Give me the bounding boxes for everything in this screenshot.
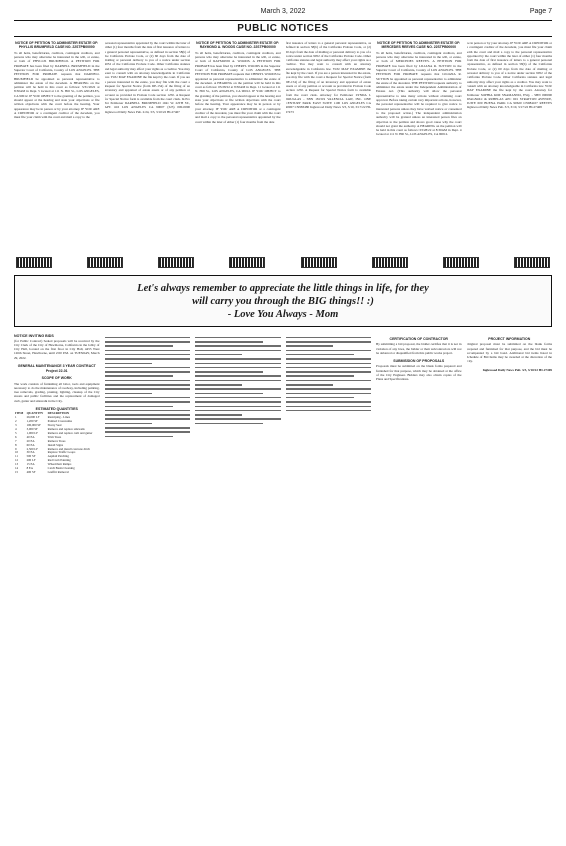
table-cell: 1,000 LF (26, 430, 38, 435)
column-5 (376, 334, 462, 840)
project-title: GENERAL MAINTENANCE 3 YEAR CONTRACT Project 22-01 (17, 364, 96, 373)
submission-title: SUBMISSION OF PROPOSALS (393, 359, 445, 364)
publication-signoff: Inglewood Daily News Pub. 3/3, 3/10/22 HI-27469 (482, 367, 552, 372)
notice-body: To all heirs, beneficiaries, creditors, contingent creditors, and persons who may otherwise be interested in the will, or estate, or both of RAYMOND A. WOODS. A PETITION FOR PROBATE has been filed by CHERYL WOODS in the Superior Court of California, County of LOS ANGELES. THE PETITION FOR PROBATE requests that CHERYL WOODS be appointed as personal representative to administer the estate of the decedent. A HEARING on the petition will be held in this court as follows: 03/28/22 at 8:30AM in Dept. 11 located at 111 N. Hill St., LOS ANGELES, CA 90012. IF YOU OBJECT to the granting of the petition, you should appear at the hearing and state your objections or file written objections with the court before the hearing. Your appearance may be in person or by your attorney. IF YOU ARE A CREDITOR or a contingent creditor of the decedent, you must file your claim with the court and mail a copy to the personal representative appointed by the court within the later of either (1) four months from the date (195, 50, 281, 124)
table-cell: 100,000 SF (26, 423, 41, 428)
table-cell: 3 (15, 423, 17, 428)
barcode-icon (158, 257, 194, 268)
table-cell: Replace Traffic Loops (47, 450, 76, 455)
barcode-icon (301, 257, 337, 268)
table-cell: 200 LF (26, 458, 36, 463)
column-2 (105, 334, 191, 840)
table-cell: 8 EA (26, 466, 34, 471)
column-3 (195, 41, 281, 253)
banner-line: will carry you through the BIG things!! :) (192, 295, 374, 307)
schedule-title: ESTIMATED QUANTITIES (35, 407, 78, 412)
table-cell: 400 SF (26, 469, 36, 474)
notice-body: To all heirs, beneficiaries, creditors, contingent creditors, and persons who may otherwise be interested in the will, or estate, or both of PHYLLIS BRUMFIELD. A PETITION FOR PROBATE has been filed by DARNELL BRUMFIELD in the Superior Court of California, County of LOS ANGELES. THE PETITION FOR PROBATE requests that DARNELL BRUMFIELD be appointed as personal representative to administer the estate of the decedent. A HEARING on the petition will be held in this court as follows: 3/31/2022 at 8:30AM in Dept. 5 located at 111 N. Hill St., LOS ANGELES, CA 90012. IF YOU OBJECT to the granting of the petition, you should appear at the hearing and state your objections or file written objections with the court before the hearing. Your appearance may be in person or by your attorney. IF YOU ARE A CREDITOR or a contingent creditor of the decedent, you must file your claim with the court and mail a copy to the (14, 50, 100, 120)
column-header: ITEM (15, 411, 24, 416)
table-cell: Graffiti Removal (47, 469, 69, 474)
table-cell: 7 (15, 438, 17, 443)
table-cell: Painted Crosswalks (47, 419, 72, 424)
table-cell: 9 (15, 446, 17, 451)
table-cell: 20 EA (26, 438, 35, 443)
table-cell: 12 (15, 458, 19, 463)
table-cell: 2 (15, 419, 17, 424)
table-cell: 14 (15, 466, 19, 471)
notice-body: To all heirs, beneficiaries, creditors, contingent creditors, and persons who may otherwise be interested in the will, or estate, or both of MERCEDES REEVES. A PETITION FOR PROBATE has been filed by LILIANA R. SUTTON in the Superior Court of California, County of LOS ANGELES. THE PETITION FOR PROBATE requests that LILIANA R. SUTTON be appointed as personal representative to administer the estate of the decedent. THE PETITION requests authority to administer the estate under the Independent Administration of Estates Act. (This authority will allow the personal representative to take many actions without obtaining court approval. Before taking certain very important actions, however, the personal representative will be required to give notice to interested persons unless they have waived notice or consented to the proposed action.) The independent administration authority will be granted unless an interested person files an objection to the petition and shows good cause why the court should not grant the authority. A HEARING on the petition will be held in this court as follows: 03/28/22 at 8:30AM in Dept. 4 located at 111 N. Hill St., LOS ANGELES, CA 90012. (376, 50, 462, 137)
table-cell: Remove and install concrete ditch (47, 446, 90, 451)
table-cell: 15 (15, 469, 19, 474)
table-cell: 30 EA (26, 450, 35, 455)
table-body (14, 416, 100, 475)
table-cell: Restriping - Lines (47, 415, 71, 420)
submission-body: Proposals must be submitted on the blank forms prepared and furnished for that purpose, which may be obtained at the office of the City Engineer. Bidders may also obtain copies of the Plans and Specifications. (376, 364, 462, 382)
table-cell: 15 EA (26, 462, 35, 467)
barcode-icon (229, 257, 265, 268)
table-cell: Catch Basin Cleaning (47, 466, 75, 471)
table-cell: Remove and replace sidewalk (47, 426, 85, 431)
table-cell: Asphalt Patching (47, 454, 69, 459)
table-row (14, 471, 100, 475)
table-cell: Red Curb Painting (47, 458, 71, 463)
certification-body: By submitting a bid proposal, the bidder certifies that it is not in violation of any laws, the bidder or their subcontractors will not be debarred or disqualified from this public works project. (376, 342, 462, 355)
notice-title: NOTICE OF PETITION TO ADMINISTER ESTATE OF: RAYMOND A. WOODS CASE NO. 22STPB00000 (196, 41, 280, 50)
table-cell: 500 SF (26, 454, 36, 459)
column-4 (286, 334, 372, 840)
table-cell: 6 (15, 434, 17, 439)
bid-notice (14, 334, 552, 840)
column-2 (105, 41, 191, 253)
table-cell: 3,000 SF (26, 426, 38, 431)
bid-items-table (14, 412, 100, 475)
column-1 (14, 41, 100, 253)
page-number: Page 7 (529, 7, 552, 15)
scope-body: The work consists of furnishing all labor, tools and equipment necessary to do the maintenance of roadway, including painting, tree removals, grading, pruning, lighting, cleanup of the City streets and public facilities and the replacement of damaged curb, gutter and sidewalk in the City. (14, 381, 100, 403)
column-5 (376, 41, 462, 253)
table-cell: 26,000 LF (26, 415, 40, 420)
table-cell: 60 EA (26, 442, 35, 447)
certification-title: CERTIFICATION OF CONTRACTOR (389, 337, 448, 341)
table-cell: 11 (15, 454, 18, 459)
barcode-icon (16, 257, 52, 268)
notice-title: NOTICE OF PETITION TO ADMINISTER ESTATE OF: PHYLLIS BRUMFIELD CASE NO. 22STPB00000 (15, 41, 99, 50)
barcode-icon (443, 257, 479, 268)
page-header (14, 6, 552, 16)
notice-body: first issuance of letters to a general personal representative, as defined in section 58(b) of the California Probate Code, or (2) 60 days from the date of mailing or personal delivery to you of a notice under section 9052 of the California Probate Code. Other California statutes and legal authority may affect your rights as a creditor. You may want to consult with an attorney knowledgeable in California law. YOU MAY EXAMINE the file kept by the court. If you are a person interested in the estate, you may file with the court a Request for Special Notice (form DE-154) of the filing of an inventory and appraisal of estate assets or of any petition or account as provided in Probate Code section 1250. A Request for Special Notice form is available from the court clerk. Attorney for Petitioner LYNDA I. DOUGLAS - SBN 181319 VALENCIA LAW, INC. ONE CENTURY PARK EAST SUITE 1100 LOS ANGELES CA 90067 CN983480 Inglewood Daily News 3/3, 3/10, 3/17/22 HI-27473 (285, 41, 371, 114)
table-cell: 5 (15, 430, 17, 435)
column-header: QUANTITY (26, 411, 44, 416)
table-cell: Slurry Seal (47, 423, 62, 428)
bid-title: NOTICE INVITING BIDS (14, 334, 54, 338)
barcode-icon (514, 257, 550, 268)
column-1 (14, 334, 100, 840)
table-cell: 4 (15, 426, 17, 431)
project-info-title: PROJECT INFORMATION (488, 337, 531, 341)
logo-row (14, 257, 552, 268)
column-4 (286, 41, 372, 253)
column-6 (467, 334, 553, 840)
column-header: DESCRIPTION (47, 411, 70, 416)
table-cell: 13 (15, 462, 19, 467)
table-cell: Trim Trees (47, 434, 62, 439)
table-cell: 8 (15, 442, 17, 447)
bid-intro: (for Public Contract) Sealed proposals will be received by the City Clerk of the City of Hawthorne, California in the lobby of City Hall, located on the first floor in City Hall, 4455 West 126th Street, Hawthorne, until 2:00 P.M. on TUESDAY, March 29, 2022. (14, 338, 100, 360)
table-cell: Wheelchair Ramps (47, 462, 72, 467)
table-cell: 10 (15, 450, 19, 455)
table-cell: 40 EA (26, 434, 35, 439)
column-3 (195, 334, 281, 840)
scope-title: SCOPE OF WORK (41, 376, 72, 381)
section-title: PUBLIC NOTICES (14, 20, 552, 37)
table-cell: 1 (15, 415, 17, 420)
top-notices (14, 41, 552, 253)
banner-line: Let's always remember to appreciate the little things in life, for they (137, 282, 429, 294)
newspaper-page (14, 6, 552, 840)
barcode-icon (372, 257, 408, 268)
column-6 (467, 41, 553, 253)
banner-signature: - Love You Always - Mom (227, 308, 339, 320)
table-cell: Remove Trees (47, 438, 66, 443)
table-cell: 1,200 SF (26, 419, 38, 424)
table-cell: Install Signs (47, 442, 64, 447)
notice-body: personal representative appointed by the court within the later of either (1) four months from the date of first issuance of letters to a general personal representative, as defined in section 58(b) of the California Probate Code, or (2) 60 days from the date of mailing or personal delivery to you of a notice under section 9052 of the California Probate Code. Other California statutes and legal authority may affect your rights as a creditor. You may want to consult with an attorney knowledgeable in California law. YOU MAY EXAMINE the file kept by the court. If you are a person interested in the estate, you may file with the court a Request for Special Notice (form DE-154) of the filing of an inventory and appraisal of estate assets or of any petition or account as provided in Probate Code section 1250. A Request for Special Notice form is available from the court clerk. In Pro Per Petitioner DARNELL BRUMFIELD 1041 W. 22TH ST., APT. #16 LOS ANGELES CA 90007 (323) 000-0000 Inglewood Daily News Pub. 2/24, 3/3, 3/10/22 HI-27467 (104, 41, 190, 114)
barcode-icon (87, 257, 123, 268)
notice-title: NOTICE OF PETITION TO ADMINISTER ESTATE OF: MERCEDES REEVES CASE NO. 22STPB00000 (377, 41, 461, 50)
project-info-body: Original proposal must be submitted on the blank forms prepared and furnished for that purpose, and the bid must be accompanied by a bid bond. Additional bid items listed in Schedule of Bid Items may be awarded at the discretion of the City. (466, 342, 552, 364)
personal-message-banner (14, 275, 552, 327)
table-cell: 2,500 LF (26, 446, 38, 451)
table-cell: Remove and replace curb and gutter (47, 430, 93, 435)
notice-body: be in person or by your attorney. IF YOU ARE A CREDITOR or a contingent creditor of the decedent, you must file your claim with the court and mail a copy to the personal representative appointed by the court within the later of either (1) four months from the date of first issuance of letters to a general personal representative, as defined in section 58(b) of the California Probate Code, or (2) 60 days from the date of mailing or personal delivery to you of a notice under section 9052 of the California Probate Code. Other California statutes and legal authority may affect your rights as a creditor. You may want to consult with an attorney knowledgeable in California law. YOU MAY EXAMINE the file kept by the court. Attorney for Petitioner SOPHIA KIM SNAMANNO, ESQ. - SBN 000000 SPAGNOLI & RUBELAS APC 601 STRATTON AVENUE, SUITE 600 BUENA PARK CA 90620 CN984107 REEVES Inglewood Daily News Pub. 3/3, 3/10, 3/17/22 HI-27468 (466, 41, 552, 110)
issue-date: March 3, 2022 (260, 7, 306, 15)
